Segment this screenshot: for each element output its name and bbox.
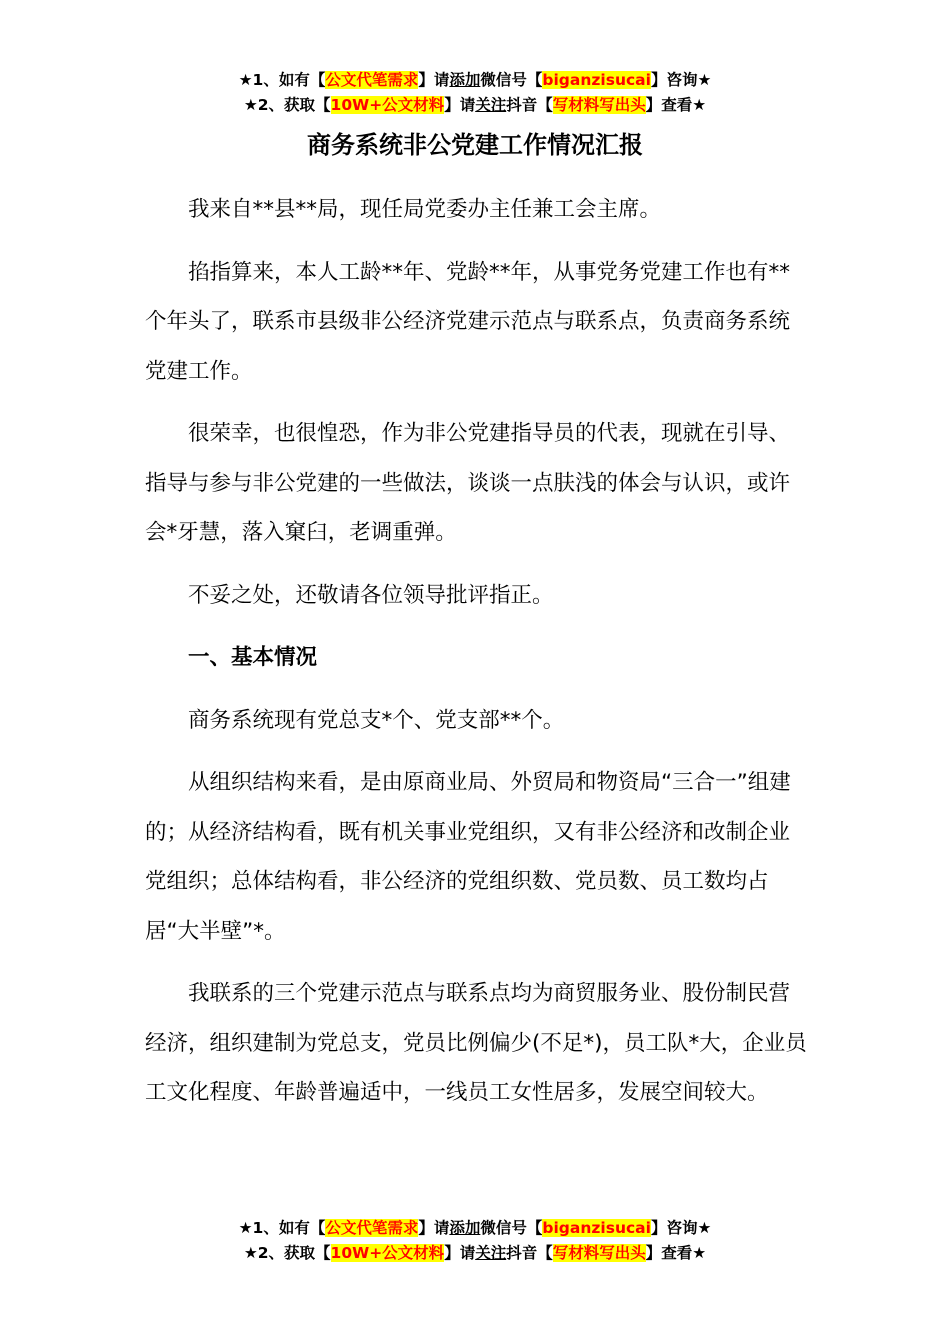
paragraph: 掐指算来，本人工龄**年、党龄**年，从事党务党建工作也有**个年头了，联系市县级非公经济党建示范点与联系点，负责商务系统党建工作。 bbox=[145, 259, 791, 384]
promo-highlight-douyin-id: 写材料写出头 bbox=[552, 96, 646, 114]
promo-highlight-douyin-id: 写材料写出头 bbox=[552, 1244, 646, 1262]
promo-highlight: 公文代笔需求 bbox=[325, 1219, 419, 1237]
promo-text: 】请 bbox=[444, 1244, 476, 1262]
promo-text: 抖音【 bbox=[506, 96, 553, 114]
promo-line-2 bbox=[0, 93, 950, 118]
promo-text: ★1、如有【 bbox=[238, 1219, 326, 1237]
promo-underline: 添加 bbox=[449, 71, 481, 89]
paragraph: 很荣幸，也很惶恐，作为非公党建指导员的代表，现就在引导、指导与参与非公党建的一些做法，谈谈一点肤浅的体会与认识，或许会*牙慧，落入窠臼，老调重弹。 bbox=[145, 421, 791, 545]
promo-text: 】请 bbox=[418, 1219, 450, 1237]
promo-text: 】查看★ bbox=[645, 96, 707, 114]
promo-underline: 关注 bbox=[475, 1244, 507, 1262]
promo-highlight: 10W+公文材料 bbox=[330, 96, 445, 114]
paragraph: 商务系统现有党总支*个、党支部**个。 bbox=[188, 707, 565, 733]
promo-line-1 bbox=[0, 1216, 950, 1241]
promo-text: ★1、如有【 bbox=[238, 71, 326, 89]
promo-text: 】咨询★ bbox=[650, 1219, 712, 1237]
promo-text: 】查看★ bbox=[645, 1244, 707, 1262]
promo-highlight: 10W+公文材料 bbox=[330, 1244, 445, 1262]
promo-highlight-wechat-id: biganzisucai bbox=[542, 71, 651, 89]
promo-highlight: 公文代笔需求 bbox=[325, 71, 419, 89]
promo-text: 抖音【 bbox=[506, 1244, 553, 1262]
promo-text: 】请 bbox=[418, 71, 450, 89]
promo-underline: 添加 bbox=[449, 1219, 481, 1237]
document-title: 商务系统非公党建工作情况汇报 bbox=[307, 131, 643, 159]
paragraph: 从组织结构来看，是由原商业局、外贸局和物资局“三合一”组建的；从经济结构看，既有机关事业党组织，又有非公经济和改制企业党组织；总体结构看，非公经济的党组织数、党员数、员工数均占居“大半壁”*。 bbox=[145, 770, 791, 944]
section-heading: 一、基本情况 bbox=[188, 645, 318, 670]
promo-text: 微信号【 bbox=[480, 1219, 543, 1237]
promo-highlight-wechat-id: biganzisucai bbox=[542, 1219, 651, 1237]
promo-text: 微信号【 bbox=[480, 71, 543, 89]
promo-text: ★2、获取【 bbox=[243, 96, 331, 114]
promo-line-2 bbox=[0, 1241, 950, 1266]
promo-banner-top bbox=[0, 68, 950, 118]
promo-banner-bottom bbox=[0, 1216, 950, 1266]
promo-text: 】咨询★ bbox=[650, 71, 712, 89]
paragraph: 我联系的三个党建示范点与联系点均为商贸服务业、股份制民营经济，组织建制为党总支，党员比例偏少(不足*)，员工队*大，企业员工文化程度、年龄普遍适中，一线员工女性居多，发展空间较大。 bbox=[145, 981, 807, 1105]
paragraph: 我来自**县**局，现任局党委办主任兼工会主席。 bbox=[188, 197, 662, 222]
promo-line-1 bbox=[0, 68, 950, 93]
promo-underline: 关注 bbox=[475, 96, 507, 114]
promo-text: 】请 bbox=[444, 96, 476, 114]
promo-text: ★2、获取【 bbox=[243, 1244, 331, 1262]
document-body bbox=[145, 185, 810, 1131]
paragraph: 不妥之处，还敬请各位领导批评指正。 bbox=[188, 582, 554, 608]
